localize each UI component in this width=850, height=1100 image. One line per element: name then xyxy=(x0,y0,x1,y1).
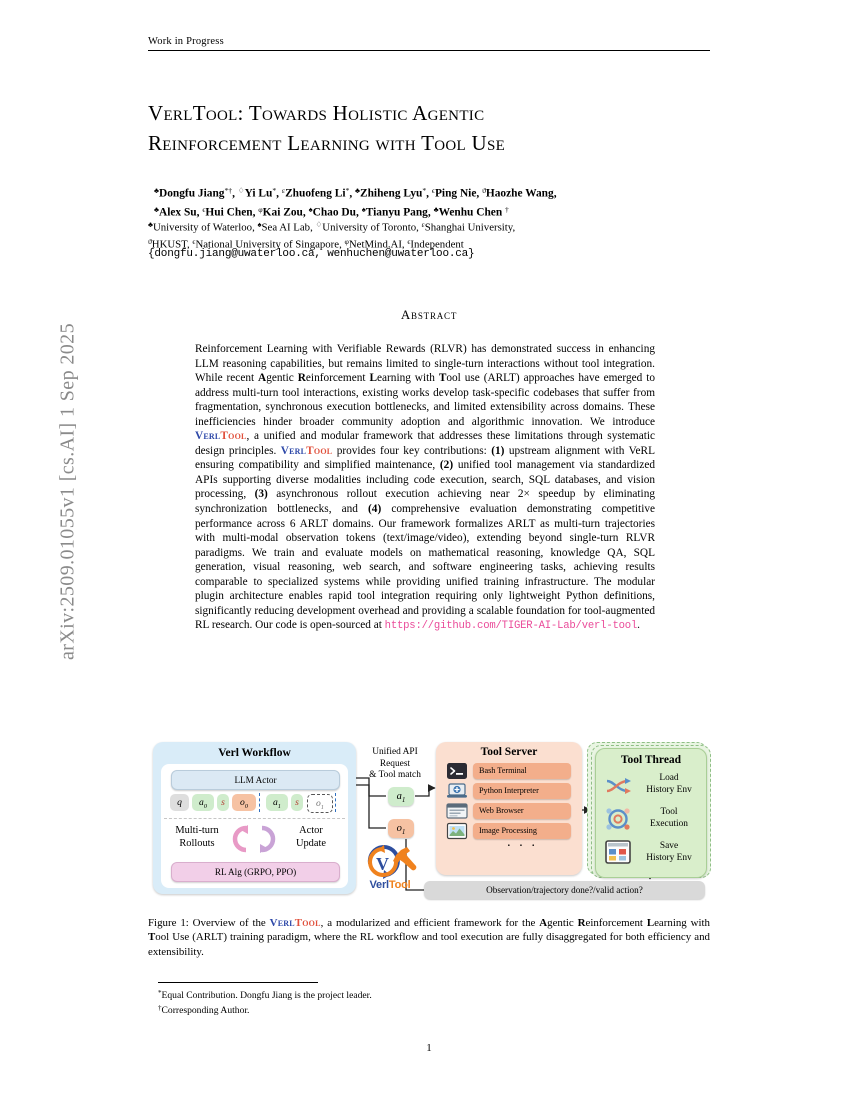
tool-thread-row-execution xyxy=(634,807,704,830)
abstract-bold-l: L xyxy=(369,372,377,385)
abstract-seg-1: Reinforcement Learning with Verifiable Rewards (RLVR) has demonstrated success in enhancing LLM reasoning capabilities, but remains limited to single-turn interactions without tool integration. While recent xyxy=(195,343,655,385)
caption-seg-c4: ool Use (ARLT) training paradigm, where the RL workflow and tool execution are fully disaggregated for both efficiency and extensibility. xyxy=(148,931,710,958)
footnote-block xyxy=(158,987,608,1018)
figure-caption xyxy=(148,916,710,959)
footnote-mark-dagger: † xyxy=(158,1004,162,1013)
footnote-text-1: Equal Contribution. Dongfu Jiang is the project leader. xyxy=(161,989,372,1001)
token-q: q xyxy=(170,794,189,811)
rl-algorithm-box: RL Alg (GRPO, PPO) xyxy=(171,862,340,882)
affiliation-line-2: $^ϑ$HKUST, $^\epsilon$National University of Singapore, $^\varphi$NetMind.AI, $^\epsilon$Independent xyxy=(148,237,464,251)
abstract-arlt-bold: A xyxy=(258,372,267,385)
author-line-2: ♣Alex Su, $^\epsilon$Hui Chen, $^\varphi$Kai Zou, ♠Chao Du, ♠Tianyu Pang, ♣Wenhu Chen † xyxy=(154,204,509,219)
footnote-text-2: Corresponding Author. xyxy=(161,1005,250,1017)
brand-verltool-2: VerlTool xyxy=(280,444,333,457)
actor-update-label xyxy=(280,824,342,850)
multi-turn-rollouts-label xyxy=(166,824,228,850)
contrib-1-text: upstream alignment with VeRL ensuring compatibility and simplified maintenance, xyxy=(195,444,655,472)
tool-list-ellipsis: · · · xyxy=(506,839,538,854)
token-s-1: s xyxy=(217,794,229,811)
running-head: Work in Progress xyxy=(148,36,224,47)
abstract-bold-r: R xyxy=(297,372,306,385)
abstract-seg-2: use (ARLT) approaches have emerged to address multi-turn tool interactions, existing works develop task-specific codebases that suffer from fragmentation, synchronous execution bottlenecks, and limited extensibility across domains. These inefficiencies hinder broader community adoption and algorithmic innovation. We introduce xyxy=(195,372,655,428)
token-sequence xyxy=(170,794,340,813)
verltool-logo-mark xyxy=(360,843,420,881)
footnote-corresponding-author xyxy=(158,1002,608,1017)
caption-bold-l: L xyxy=(646,917,655,929)
browser-window-icon xyxy=(446,802,468,820)
contact-emails: {dongfu.jiang@uwaterloo.ca, wenhuchen@uwaterloo.ca} xyxy=(148,248,475,260)
verltool-logo-text: VerlTool xyxy=(369,879,411,891)
abstract-seg-3: , a unified and modular framework that addresses these limitations through systematic design principles. xyxy=(195,430,655,457)
python-laptop-icon xyxy=(446,782,468,800)
api-label-line-1: Unified API xyxy=(372,747,418,757)
caption-bold-r: R xyxy=(577,917,586,929)
tool-thread-title: Tool Thread xyxy=(620,754,682,766)
caption-seg-b: , a modularized and efficient framework for the xyxy=(320,917,540,929)
load-line-1: Load xyxy=(659,773,679,783)
caption-seg-c1: gentic xyxy=(547,917,578,929)
verl-workflow-title: Verl Workflow xyxy=(218,747,291,759)
svg-text:V: V xyxy=(376,854,389,874)
affiliation-line-1: ♣University of Waterloo, ♠Sea AI Lab, ♢University of Toronto, $^\varepsilon$Shanghai University, xyxy=(148,220,516,234)
abstract-bold-t: T xyxy=(438,372,447,385)
observation-pill-o1: $o_1$ xyxy=(388,819,414,838)
tool-item-web-browser[interactable]: Web Browser xyxy=(473,803,571,819)
figure-1-overview xyxy=(153,739,705,904)
token-s-2: s xyxy=(291,794,303,811)
caption-bold-t: T xyxy=(148,931,156,944)
token-o0: $o_0$ xyxy=(232,794,256,811)
paper-page xyxy=(148,0,710,1100)
multi-turn-line-1: Multi-turn xyxy=(175,825,219,836)
tool-server-panel xyxy=(436,742,582,875)
token-a0: $a_0$ xyxy=(192,794,214,811)
tool-thread-panel xyxy=(595,748,707,878)
save-line-1: Save xyxy=(659,841,679,851)
rollout-update-row xyxy=(164,818,345,859)
footnote-rule xyxy=(158,982,318,983)
contrib-3-marker: (3) xyxy=(254,488,268,501)
token-o1-pending: $o_1$ xyxy=(307,794,333,813)
title-line-1: VerlTool: Towards Holistic Agentic xyxy=(148,101,485,125)
abstract-period: . xyxy=(637,619,640,632)
llm-actor-box: LLM Actor xyxy=(171,770,340,790)
cycle-arrows-icon xyxy=(226,822,282,856)
terminal-icon xyxy=(446,762,468,780)
image-chart-icon xyxy=(446,822,468,840)
api-label-line-2: Request xyxy=(379,758,411,769)
title-line-2: Reinforcement Learning with Tool Use xyxy=(148,131,506,155)
affiliation-list xyxy=(148,218,710,252)
contrib-3-text: asynchronous rollout execution achieving near 2× speedup by eliminating synchronization bottlenecks, and xyxy=(195,488,655,516)
tool-thread-row-load xyxy=(634,773,704,796)
contrib-2-marker: (2) xyxy=(439,459,454,472)
footnote-mark-star: * xyxy=(158,989,162,997)
verl-workflow-inner xyxy=(161,764,348,888)
tool-item-image-processing[interactable]: Image Processing xyxy=(473,823,571,839)
exec-line-1: Tool xyxy=(660,807,678,817)
abstract-heading: Abstract xyxy=(400,307,458,322)
caption-seg-c3: earning with xyxy=(654,917,710,929)
abstract-body: Reinforcement Learning with Verifiable Rewards (RLVR) has demonstrated success in enhancing LLM reasoning capabilities, but remains limited to single-turn interactions without tool integration. While recent Agentic Reinforcement Learning with Tool use (ARLT) approaches have emerged to address multi-turn tool interactions, existing works develop task-specific codebases that suffer from fragmentation, synchronous execution bottlenecks, and limited extensibility across domains. These inefficiencies hinder broader community adoption and algorithmic innovation. We introduce VerlTool, a unified and modular framework that addresses these limitations through systematic design principles. VerlTool provides four key contributions: (1) upstream alignment with VeRL ensuring compatibility and simplified maintenance, (2) unified tool management via standardized APIs supporting diverse modalities including code execution, search, SQL databases, and vision processing, (3) asynchronous rollout execution achieving near 2× speedup by eliminating synchronization bottlenecks, and (4) comprehensive evaluation demonstrating competitive performance across 6 ARLT domains. Our framework formalizes ARLT as multi-turn trajectories with multi-modal observation tokens (text/image/video), extending beyond single-turn RLVR paradigms. We train and evaluate models on mathematical reasoning, knowledge QA, SQL generation, visual reasoning, web search, and software engineering tasks, achieving results comparable to specialized systems while providing unified training infrastructure. The modular plugin architecture enables rapid tool integration requiring only lightweight Python definitions, significantly reducing development overhead and providing a scalable foundation for tool-augmented RL research. Our code is open-sourced at https://github.com/TIGER-AI-Lab/verl-tool. xyxy=(195,343,655,633)
running-head-rule xyxy=(148,50,710,51)
api-label-line-3: & Tool match xyxy=(369,770,421,780)
actor-update-line-1: Actor xyxy=(299,825,323,836)
arxiv-stamp: arXiv:2509.01055v1 [cs.AI] 1 Sep 2025 xyxy=(56,323,79,660)
page-number: 1 xyxy=(426,1042,432,1054)
gear-settings-icon xyxy=(604,806,632,832)
load-line-2: History Env xyxy=(646,784,692,795)
caption-seg-c2: einforcement xyxy=(585,917,647,929)
footnote-equal-contribution xyxy=(158,987,608,1002)
brand-verltool-caption: VerlTool xyxy=(269,917,321,929)
observation-status-bar: Observation/trajectory done?/valid action? xyxy=(424,881,705,899)
brand-verltool-1: VerlTool xyxy=(195,430,247,443)
exec-line-2: Execution xyxy=(649,818,688,829)
abstract-seg-4: provides four key contributions: xyxy=(332,444,492,457)
verltool-logo xyxy=(360,843,420,895)
unified-api-label xyxy=(359,747,431,782)
token-a1: $a_1$ xyxy=(266,794,288,811)
caption-seg-a: Overview of the xyxy=(188,917,270,929)
multi-turn-line-2: Rollouts xyxy=(179,838,215,849)
caption-label: Figure 1: xyxy=(148,917,189,929)
repo-url-link[interactable]: https://github.com/TIGER-AI-Lab/verl-tool xyxy=(384,620,638,633)
action-pill-a1: $a_1$ xyxy=(388,787,414,806)
actor-update-line-2: Update xyxy=(295,838,326,849)
contrib-2-text: unified tool management via standardized APIs supporting diverse modalities including code execution, search, SQL databases, and vision processing, xyxy=(195,459,655,501)
tool-thread-row-save xyxy=(634,841,704,864)
verl-workflow-panel xyxy=(153,742,356,894)
tool-server-title: Tool Server xyxy=(480,746,538,758)
turn-divider-2 xyxy=(335,793,336,812)
page-title xyxy=(148,98,710,158)
caption-bold-a: A xyxy=(539,917,548,929)
contrib-4-marker: (4) xyxy=(368,503,382,516)
author-list xyxy=(154,183,710,221)
contrib-1-marker: (1) xyxy=(491,444,505,457)
contrib-4-text: comprehensive evaluation demonstrating competitive performance across 6 ARLT domains. Our framework formalizes ARLT as multi-turn trajectories with multi-modal observation tokens (text/image/video), extending beyond single-turn RLVR paradigms. We train and evaluate models on mathematical reasoning, knowledge QA, SQL generation, visual reasoning, web search, and software engineering tasks, achieving results comparable to specialized systems while providing unified training infrastructure. The modular plugin architecture enables rapid tool integration requiring only lightweight Python definitions, significantly reducing development overhead and providing a scalable foundation for tool-augmented RL research. Our code is open-sourced at xyxy=(195,503,655,632)
author-line-1: ♣Dongfu Jiang*†, ♢Yi Lu*, $^\varepsilon$Zhuofeng Li*, ♣Zhiheng Lyu*, $^\epsilon$Ping Nie, $^ϑ$Haozhe Wang, xyxy=(154,186,557,200)
save-line-2: History Env xyxy=(646,852,692,863)
tool-item-bash-terminal[interactable]: Bash Terminal xyxy=(473,763,571,779)
turn-divider-1 xyxy=(259,793,260,812)
shuffle-arrows-icon xyxy=(604,773,632,799)
tool-item-python-interpreter[interactable]: Python Interpreter xyxy=(473,783,571,799)
database-save-icon xyxy=(604,839,632,865)
